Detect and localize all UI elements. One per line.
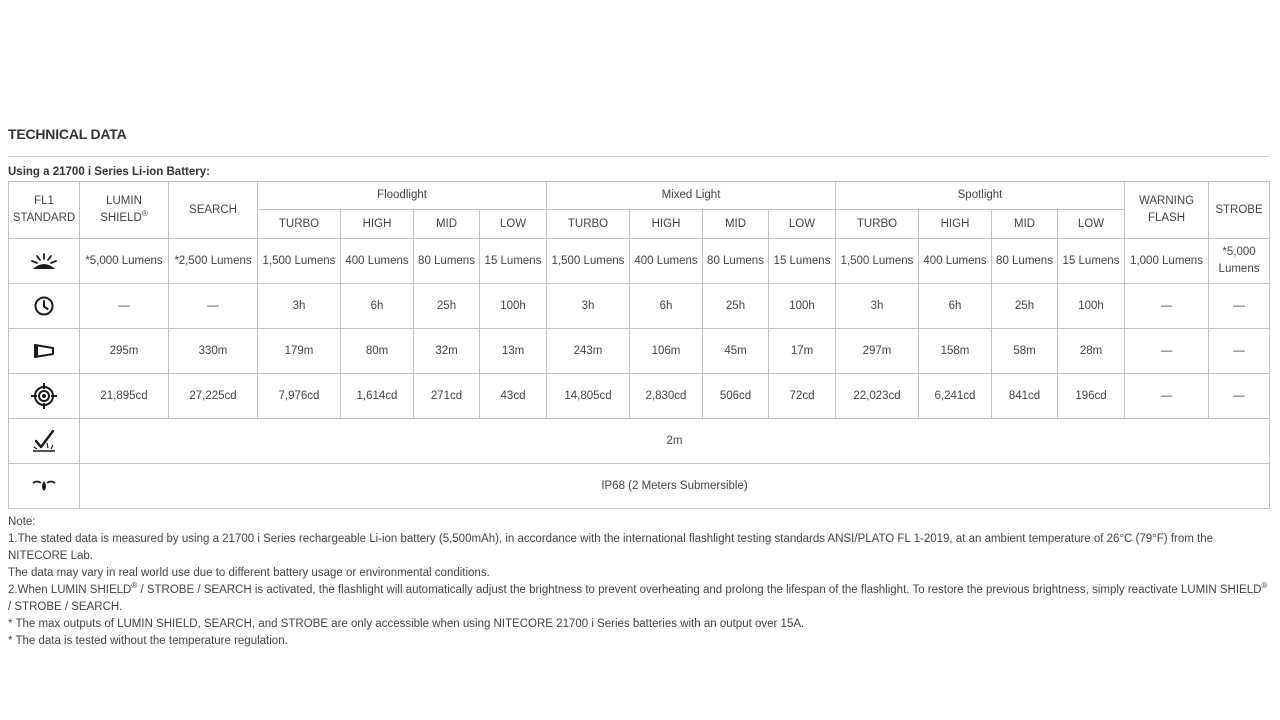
distance-value: 297m — [836, 329, 919, 374]
brightness-icon — [9, 239, 80, 284]
distance-value: 158m — [919, 329, 992, 374]
mode-mid: MID — [414, 210, 480, 239]
distance-value: 58m — [992, 329, 1058, 374]
mode-high: HIGH — [341, 210, 414, 239]
runtime-value: 25h — [414, 284, 480, 329]
output-value: 1,500 Lumens — [836, 239, 919, 284]
note-1-line-1: 1.The stated data is measured by using a 21700 i Series rechargeable Li-ion battery (5,500mAh), in accordance with the international flashlight testing standards ANSI/PLATO FL 1-2019, at an ambient temperature of 26°C (79°F) from the NITECORE Lab. — [8, 533, 1214, 562]
runtime-value: 25h — [992, 284, 1058, 329]
distance-value: 80m — [341, 329, 414, 374]
distance-value: — — [1125, 329, 1209, 374]
header-row-groups — [9, 182, 1270, 210]
intensity-value: 1,614cd — [341, 374, 414, 419]
distance-value: 106m — [630, 329, 703, 374]
registered-mark: ® — [1261, 581, 1268, 591]
row-distance — [9, 329, 1270, 374]
divider — [8, 156, 1269, 157]
note-3: * The max outputs of LUMIN SHIELD, SEARCH, and STROBE are only accessible when using NITECORE 21700 i Series batteries with an output over 15A. — [8, 618, 805, 630]
note-2 — [8, 582, 1270, 616]
strobe-output-number: *5,000 — [1222, 246, 1256, 258]
distance-value: 295m — [80, 329, 169, 374]
header-floodlight: Floodlight — [258, 182, 547, 210]
output-strobe — [1209, 239, 1270, 284]
beam-distance-icon — [9, 329, 80, 374]
header-search: SEARCH — [169, 182, 258, 239]
intensity-value: 14,805cd — [547, 374, 630, 419]
clock-icon — [9, 284, 80, 329]
header-strobe: STROBE — [1209, 182, 1270, 239]
mode-low: LOW — [769, 210, 836, 239]
output-value: 80 Lumens — [703, 239, 769, 284]
output-value: *2,500 Lumens — [169, 239, 258, 284]
note-1-line-2: The data may vary in real world use due to different battery usage or environmental conditions. — [8, 567, 490, 579]
mode-high: HIGH — [630, 210, 703, 239]
runtime-value: 3h — [836, 284, 919, 329]
runtime-value: 25h — [703, 284, 769, 329]
row-intensity — [9, 374, 1270, 419]
header-flash-text: FLASH — [1147, 212, 1186, 224]
strobe-output-unit: Lumens — [1218, 263, 1260, 275]
runtime-value: 6h — [341, 284, 414, 329]
intensity-value: 22,023cd — [836, 374, 919, 419]
note-4: * The data is tested without the temperature regulation. — [8, 635, 288, 647]
header-mixed-light: Mixed Light — [547, 182, 836, 210]
intensity-value: 27,225cd — [169, 374, 258, 419]
distance-value: 13m — [480, 329, 547, 374]
output-value: 400 Lumens — [630, 239, 703, 284]
intensity-value: 841cd — [992, 374, 1058, 419]
runtime-value: — — [1209, 284, 1270, 329]
waterproof-value: IP68 (2 Meters Submersible) — [80, 464, 1270, 509]
intensity-value: 7,976cd — [258, 374, 341, 419]
battery-caption: Using a 21700 i Series Li-ion Battery: — [8, 166, 210, 178]
distance-value: 17m — [769, 329, 836, 374]
impact-resistance-icon — [9, 419, 80, 464]
output-value: 80 Lumens — [414, 239, 480, 284]
runtime-value: 100h — [480, 284, 547, 329]
header-fl1-standard — [9, 182, 80, 239]
technical-data-table — [8, 181, 1270, 509]
notes-heading: Note: — [8, 516, 36, 528]
output-value: 400 Lumens — [341, 239, 414, 284]
intensity-value: 6,241cd — [919, 374, 992, 419]
distance-value: — — [1209, 329, 1270, 374]
note-2-part-b: / STROBE / SEARCH is activated, the flashlight will automatically adjust the brightness to prevent overheating and prolong the lifespan of the flashlight. To restore the previous brightness, simply reactivate LUMIN SHIELD — [137, 584, 1262, 596]
registered-mark: ® — [141, 209, 148, 219]
header-spotlight: Spotlight — [836, 182, 1125, 210]
mode-high: HIGH — [919, 210, 992, 239]
runtime-value: — — [80, 284, 169, 329]
mode-low: LOW — [480, 210, 547, 239]
mode-mid: MID — [703, 210, 769, 239]
mode-turbo: TURBO — [258, 210, 341, 239]
row-runtime — [9, 284, 1270, 329]
intensity-value: 196cd — [1058, 374, 1125, 419]
mode-turbo: TURBO — [547, 210, 630, 239]
runtime-value: — — [1125, 284, 1209, 329]
mode-mid: MID — [992, 210, 1058, 239]
runtime-value: 100h — [1058, 284, 1125, 329]
output-value: 15 Lumens — [769, 239, 836, 284]
peak-intensity-icon — [9, 374, 80, 419]
intensity-value: 506cd — [703, 374, 769, 419]
intensity-value: 72cd — [769, 374, 836, 419]
mode-low: LOW — [1058, 210, 1125, 239]
intensity-value: 2,830cd — [630, 374, 703, 419]
header-shield-text: SHIELD — [100, 212, 142, 224]
waterproof-icon — [9, 464, 80, 509]
distance-value: 243m — [547, 329, 630, 374]
distance-value: 45m — [703, 329, 769, 374]
intensity-value: 21,895cd — [80, 374, 169, 419]
header-lumin-text: LUMIN — [106, 195, 142, 207]
distance-value: 32m — [414, 329, 480, 374]
section-title: TECHNICAL DATA — [8, 126, 127, 142]
header-warning-text: WARNING — [1138, 195, 1195, 207]
mode-turbo: TURBO — [836, 210, 919, 239]
intensity-value: 43cd — [480, 374, 547, 419]
row-output — [9, 239, 1270, 284]
distance-value: 179m — [258, 329, 341, 374]
header-lumin-shield — [80, 182, 169, 239]
output-value: *5,000 Lumens — [80, 239, 169, 284]
runtime-value: — — [169, 284, 258, 329]
output-value: 1,500 Lumens — [258, 239, 341, 284]
runtime-value: 6h — [630, 284, 703, 329]
registered-mark: ® — [131, 581, 138, 591]
intensity-value: 271cd — [414, 374, 480, 419]
runtime-value: 3h — [547, 284, 630, 329]
runtime-value: 100h — [769, 284, 836, 329]
runtime-value: 3h — [258, 284, 341, 329]
intensity-value: — — [1125, 374, 1209, 419]
intensity-value: — — [1209, 374, 1270, 419]
note-2-part-a: 2.When LUMIN SHIELD — [8, 584, 132, 596]
runtime-value: 6h — [919, 284, 992, 329]
output-value: 1,000 Lumens — [1125, 239, 1209, 284]
output-value: 400 Lumens — [919, 239, 992, 284]
output-value: 80 Lumens — [992, 239, 1058, 284]
output-value: 15 Lumens — [1058, 239, 1125, 284]
row-waterproof — [9, 464, 1270, 509]
distance-value: 28m — [1058, 329, 1125, 374]
notes-section — [8, 514, 1270, 650]
distance-value: 330m — [169, 329, 258, 374]
header-standard-text: STANDARD — [12, 212, 76, 224]
impact-value: 2m — [80, 419, 1270, 464]
header-fl1-text: FL1 — [34, 195, 54, 207]
output-value: 1,500 Lumens — [547, 239, 630, 284]
header-warning-flash — [1125, 182, 1209, 239]
output-value: 15 Lumens — [480, 239, 547, 284]
note-2-part-c: / STROBE / SEARCH. — [8, 601, 123, 613]
row-impact — [9, 419, 1270, 464]
